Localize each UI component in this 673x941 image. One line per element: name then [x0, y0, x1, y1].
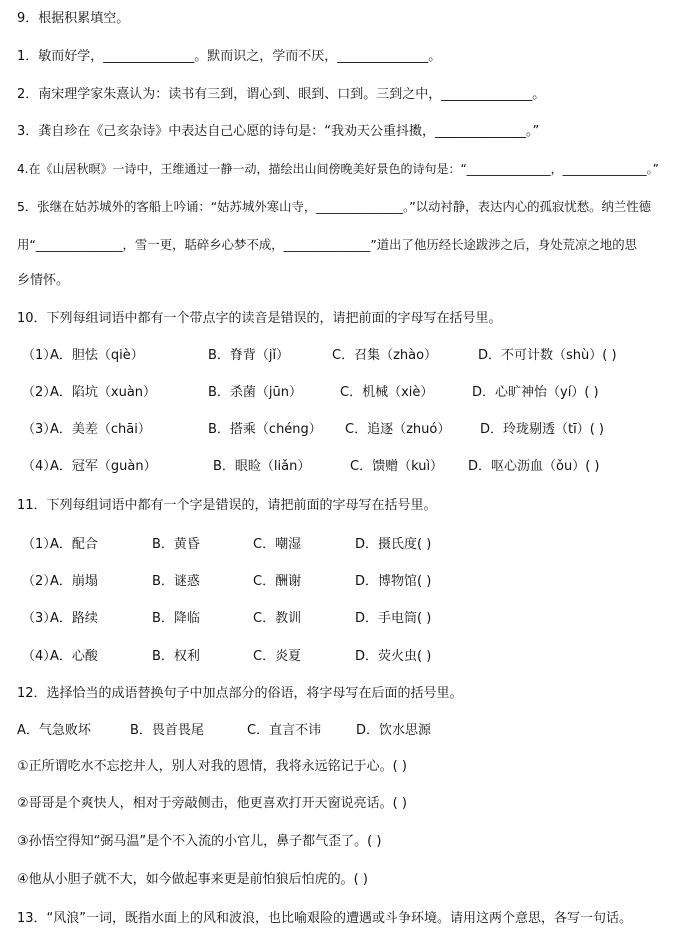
q12-option-b: B．畏首畏尾 [130, 723, 204, 738]
q11-option-c: C．教训 [253, 611, 302, 626]
q10-header: 10．下列每组词语中都有一个带点字的读音是错误的，请把前面的字母写在括号里。 [17, 311, 502, 326]
q10-option-b: B．搭乘（chéng） [208, 422, 322, 437]
q10-option-d: D．玲珑剔透（tī）( ) [480, 422, 604, 437]
q10-option-d: D．呕心沥血（ǒu）( ) [468, 459, 600, 474]
q9-item-2: 2．南宋理学家朱熹认为：读书有三到，谓心到、眼到、口到。三到之中，______________。 [17, 87, 546, 102]
q10-option-d: D．心旷神怡（yí）( ) [472, 385, 599, 400]
q10-option-c: C．追逐（zhuó） [345, 422, 451, 437]
q12-option-a: A．气急败坏 [17, 723, 91, 738]
q11-row-number: （3） [22, 611, 57, 626]
q9-item-5-line-1: 5．张继在姑苏城外的客船上吟诵：“姑苏城外寒山寺，______________。”以动衬静，表达内心的孤寂忧愁。纳兰性德 [17, 199, 652, 214]
q12-option-d: D．饮水思源 [356, 723, 432, 738]
q11-option-a: A．崩塌 [50, 574, 98, 589]
q11-header: 11．下列每组词语中都有一个字是错误的，请把前面的字母写在括号里。 [17, 498, 437, 513]
q12-header: 12．选择恰当的成语替换句子中加点部分的俗语，将字母写在后面的括号里。 [17, 686, 463, 701]
q10-row-number: （2） [22, 385, 57, 400]
q10-option-b: B．杀菌（jūn） [208, 385, 303, 400]
q10-option-b: B．脊背（jǐ） [208, 348, 290, 363]
q12-sentence-1: ①正所谓吃水不忘挖井人，别人对我的恩情，我将永远铭记于心。( ) [17, 759, 407, 774]
q10-row-number: （4） [22, 459, 57, 474]
q9-item-5-line-2: 用“______________，雪一更，聒碎乡心梦不成，______________”道出了他历经长途跋涉之后，身处荒凉之地的思 [17, 237, 637, 252]
q10-option-d: D．不可计数（shù）( ) [478, 348, 617, 363]
q11-row-number: （2） [22, 574, 57, 589]
q10-option-c: C．召集（zhào） [332, 348, 438, 363]
q10-row-number: （1） [22, 348, 57, 363]
q12-option-c: C．直言不讳 [247, 723, 322, 738]
q11-row-number: （1） [22, 537, 57, 552]
q11-option-c: C．酬谢 [253, 574, 302, 589]
q11-option-c: C．炎夏 [253, 649, 302, 664]
q12-sentence-3: ③孙悟空得知“弼马温”是个不入流的小官儿，鼻子都气歪了。( ) [17, 834, 382, 849]
q10-option-a: A．美差（chāi） [50, 422, 151, 437]
q9-item-4: 4.在《山居秋暝》一诗中，王维通过一静一动，描绘出山间傍晚美好景色的诗句是：“______________，______________。” [17, 162, 659, 176]
q11-option-d: D．博物馆( ) [355, 574, 432, 589]
q11-option-d: D．荧火虫( ) [355, 649, 432, 664]
q11-option-b: B．权利 [152, 649, 200, 664]
q10-option-c: C．机械（xiè） [340, 385, 434, 400]
q11-option-a: A．配合 [50, 537, 98, 552]
q10-option-b: B．眼睑（liǎn） [213, 459, 311, 474]
q11-option-b: B．降临 [152, 611, 200, 626]
q11-option-d: D．手电筒( ) [355, 611, 432, 626]
q11-row-number: （4） [22, 649, 57, 664]
q11-option-a: A．心酸 [50, 649, 98, 664]
q12-sentence-4: ④他从小胆子就不大，如今做起事来更是前怕狼后怕虎的。( ) [17, 872, 368, 887]
q9-item-1: 1．敏而好学，______________。默而识之，学而不厌，______________。 [17, 49, 442, 64]
q11-option-b: B．黄昏 [152, 537, 200, 552]
q11-option-a: A．路续 [50, 611, 98, 626]
q10-option-a: A．冠军（guàn） [50, 459, 157, 474]
q11-option-c: C．嘲湿 [253, 537, 302, 552]
q9-item-3: 3．龚自珍在《己亥杂诗》中表达自己心愿的诗句是：“我劝天公重抖擞，______________。” [17, 124, 540, 139]
q9-header: 9．根据积累填空。 [17, 11, 130, 26]
q9-item-5-line-3: 乡情怀。 [17, 273, 70, 288]
q10-option-a: A．胆怯（qiè） [50, 348, 144, 363]
q12-sentence-2: ②哥哥是个爽快人，相对于旁敲侧击，他更喜欢打开天窗说亮话。( ) [17, 796, 407, 811]
q13-header: 13．“风浪”一词，既指水面上的风和波浪，也比喻艰险的遭遇或斗争环境。请用这两个意思，各写一句话。 [17, 911, 633, 926]
q10-row-number: （3） [22, 422, 57, 437]
q10-option-c: C．馈赠（kuì） [350, 459, 444, 474]
q11-option-b: B．谜惑 [152, 574, 200, 589]
q11-option-d: D．摄氏度( ) [355, 537, 432, 552]
q10-option-a: A．陷坑（xuàn） [50, 385, 157, 400]
